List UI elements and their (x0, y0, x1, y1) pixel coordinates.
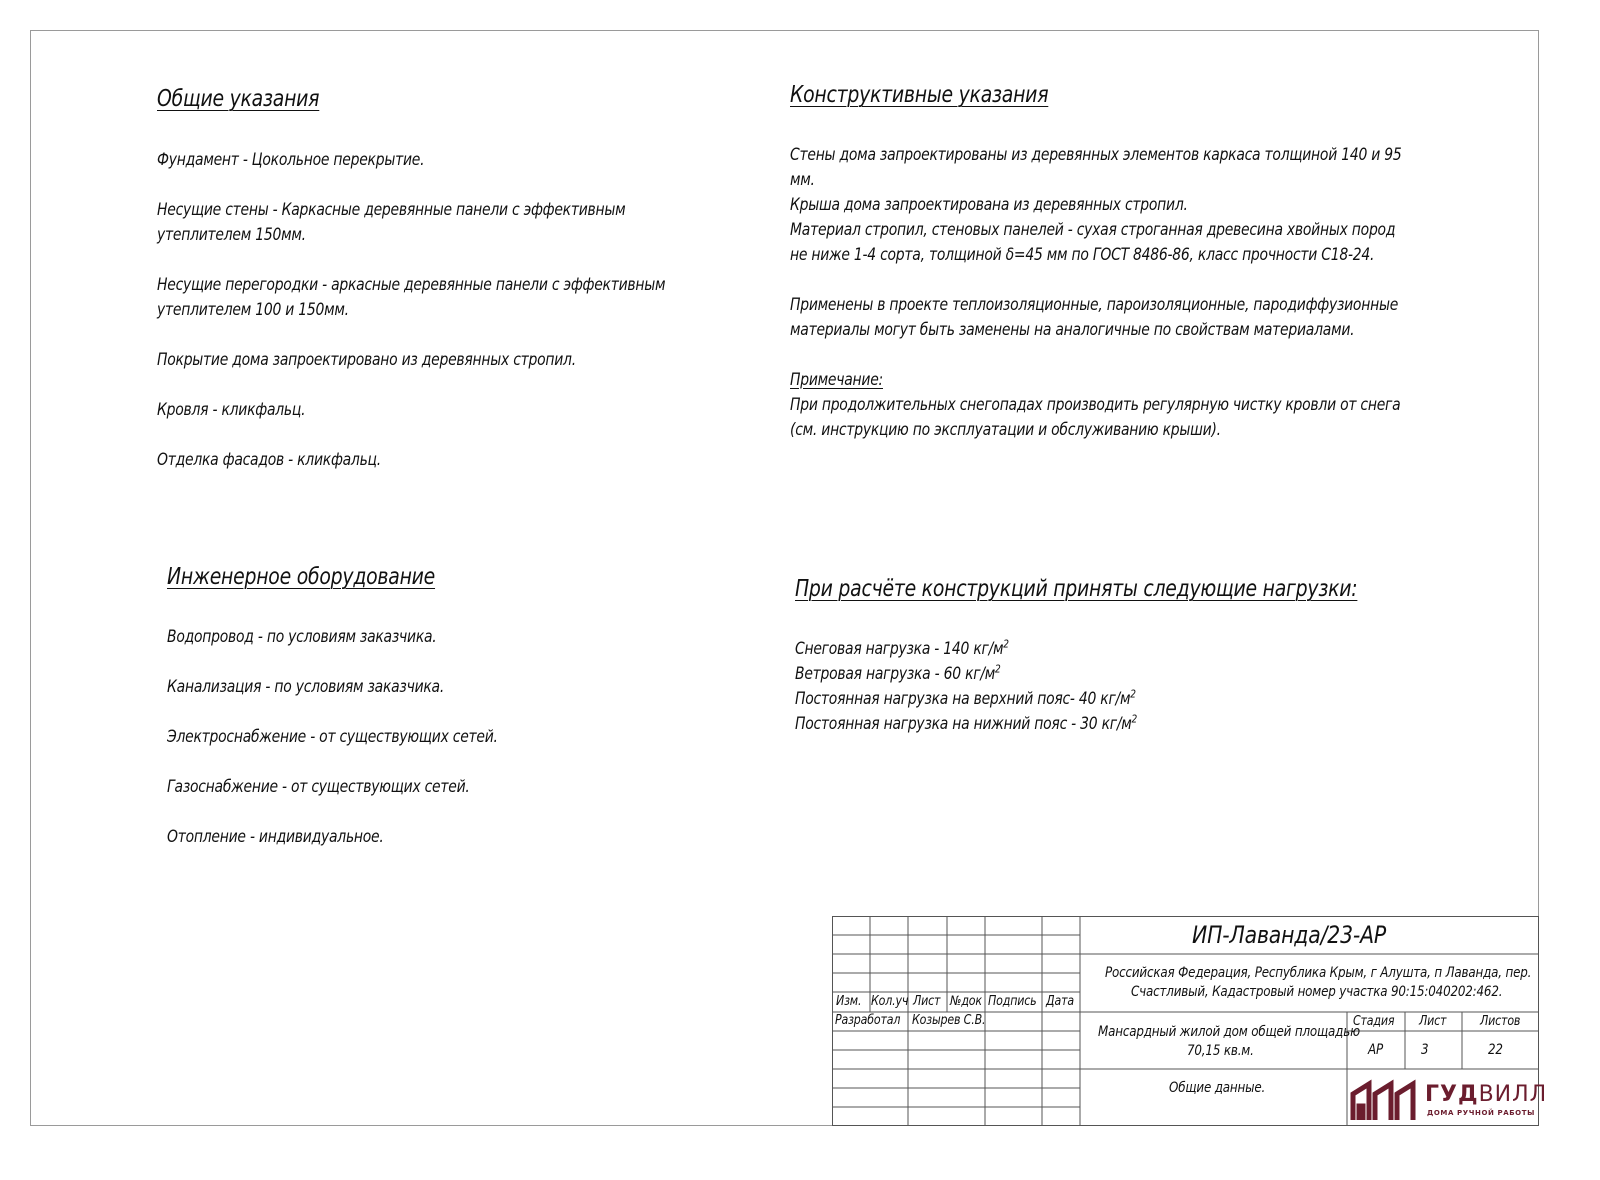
engineering-list (167, 625, 498, 850)
engineering-title: Инженерное оборудование (167, 564, 436, 590)
logo-tagline: ДОМА РУЧНОЙ РАБОТЫ (1427, 1109, 1535, 1117)
note-title: Примечание: (790, 370, 884, 390)
logo-bold-text: ГУД (1425, 1082, 1479, 1107)
object-line-2: 70,15 кв.м. (1187, 1043, 1254, 1059)
general-item: утеплителем 150мм. (157, 225, 306, 245)
constructive-line: материалы могут быть заменены на аналогичные по свойствам материалами. (790, 320, 1355, 340)
load-item: Снеговая нагрузка - 140 $кг/м^2$ (795, 637, 1009, 659)
load-item: Постоянная нагрузка на верхний пояс- 40 $кг/м^2$ (795, 687, 1136, 709)
object-line-1: Мансардный жилой дом общей площадью (1098, 1024, 1360, 1040)
constructive-section (790, 82, 1105, 108)
engineering-item: Отопление - индивидуальное. (167, 827, 384, 847)
constructive-line: Материал стропил, стеновых панелей - сухая строганная древесина хвойных пород (790, 220, 1396, 240)
general-item: Несущие стены - Каркасные деревянные панели с эффективным (157, 200, 626, 220)
sheets-label: Листов (1480, 1014, 1521, 1029)
address-line-1: Российская Федерация, Республика Крым, г Алушта, п Лаванда, пер. (1105, 965, 1532, 981)
note-line: (см. инструкцию по эксплуатации и обслуживанию крыши). (790, 420, 1221, 440)
constructive-line: Применены в проекте теплоизоляционные, пароизоляционные, пародиффузионные (790, 295, 1399, 315)
constructive-title: Конструктивные указания (790, 82, 1049, 108)
house-logo-icon (1349, 1078, 1419, 1122)
engineering-item: Водопровод - по условиям заказчика. (167, 627, 437, 647)
logo-light-text: ВИЛЛ (1478, 1082, 1548, 1107)
general-section (157, 86, 355, 112)
sheet-value: 3 (1421, 1042, 1429, 1058)
general-item: Кровля - кликфальц. (157, 400, 306, 420)
general-item: Покрытие дома запроектировано из деревянных стропил. (157, 350, 576, 370)
loads-list (795, 637, 1137, 737)
constructive-line: мм. (790, 170, 815, 190)
general-item: Несущие перегородки - аркасные деревянные панели с эффективным (157, 275, 666, 295)
title-block (832, 916, 1548, 1126)
constructive-line: Крыша дома запроектирована из деревянных стропил. (790, 195, 1188, 215)
general-item: Фундамент - Цокольное перекрытие. (157, 150, 425, 170)
engineering-item: Газоснабжение - от существующих сетей. (167, 777, 470, 797)
load-item: Ветровая нагрузка - 60 $кг/м^2$ (795, 662, 1001, 684)
general-item: утеплителем 100 и 150мм. (157, 300, 349, 320)
address-line-2: Счастливый, Кадастровый номер участка 90:15:040202:462. (1131, 984, 1503, 1000)
note-line: При продолжительных снегопадах производить регулярную чистку кровли от снега (790, 395, 1401, 415)
header-kol: Кол.уч (871, 994, 909, 1009)
general-list (157, 148, 665, 473)
general-title: Общие указания (157, 86, 320, 112)
constructive-text (790, 143, 1402, 443)
engineering-item: Электроснабжение - от существующих сетей. (167, 727, 498, 747)
header-ndoc: №док (950, 994, 982, 1009)
engineering-section (167, 564, 494, 590)
header-izm: Изм. (836, 994, 862, 1009)
header-sign: Подпись (988, 994, 1037, 1009)
constructive-line: не ниже 1-4 сорта, толщиной δ=45 мм по ГОСТ 8486-86, класс прочности С18-24. (790, 245, 1375, 265)
project-code: ИП-Лаванда/23-АР (1192, 921, 1386, 949)
stage-value: АР (1368, 1042, 1383, 1058)
loads-section (795, 576, 1481, 602)
header-date: Дата (1046, 994, 1074, 1009)
goodvill-logo (1349, 1076, 1548, 1124)
general-item: Отделка фасадов - кликфальц. (157, 450, 381, 470)
load-item: Постоянная нагрузка на нижний пояс - 30 $кг/м^2$ (795, 712, 1138, 734)
engineering-item: Канализация - по условиям заказчика. (167, 677, 445, 697)
sheet-label: Лист (1419, 1014, 1447, 1029)
sheets-value: 22 (1488, 1042, 1503, 1058)
stage-label: Стадия (1353, 1014, 1395, 1029)
header-list: Лист (913, 994, 941, 1009)
sheet-name: Общие данные. (1169, 1080, 1266, 1096)
developed-label: Разработал (835, 1013, 901, 1028)
constructive-line: Стены дома запроектированы из деревянных элементов каркаса толщиной 140 и 95 (790, 145, 1402, 165)
loads-title: При расчёте конструкций приняты следующие нагрузки: (795, 576, 1358, 602)
developer-name: Козырев С.В. (912, 1013, 986, 1028)
